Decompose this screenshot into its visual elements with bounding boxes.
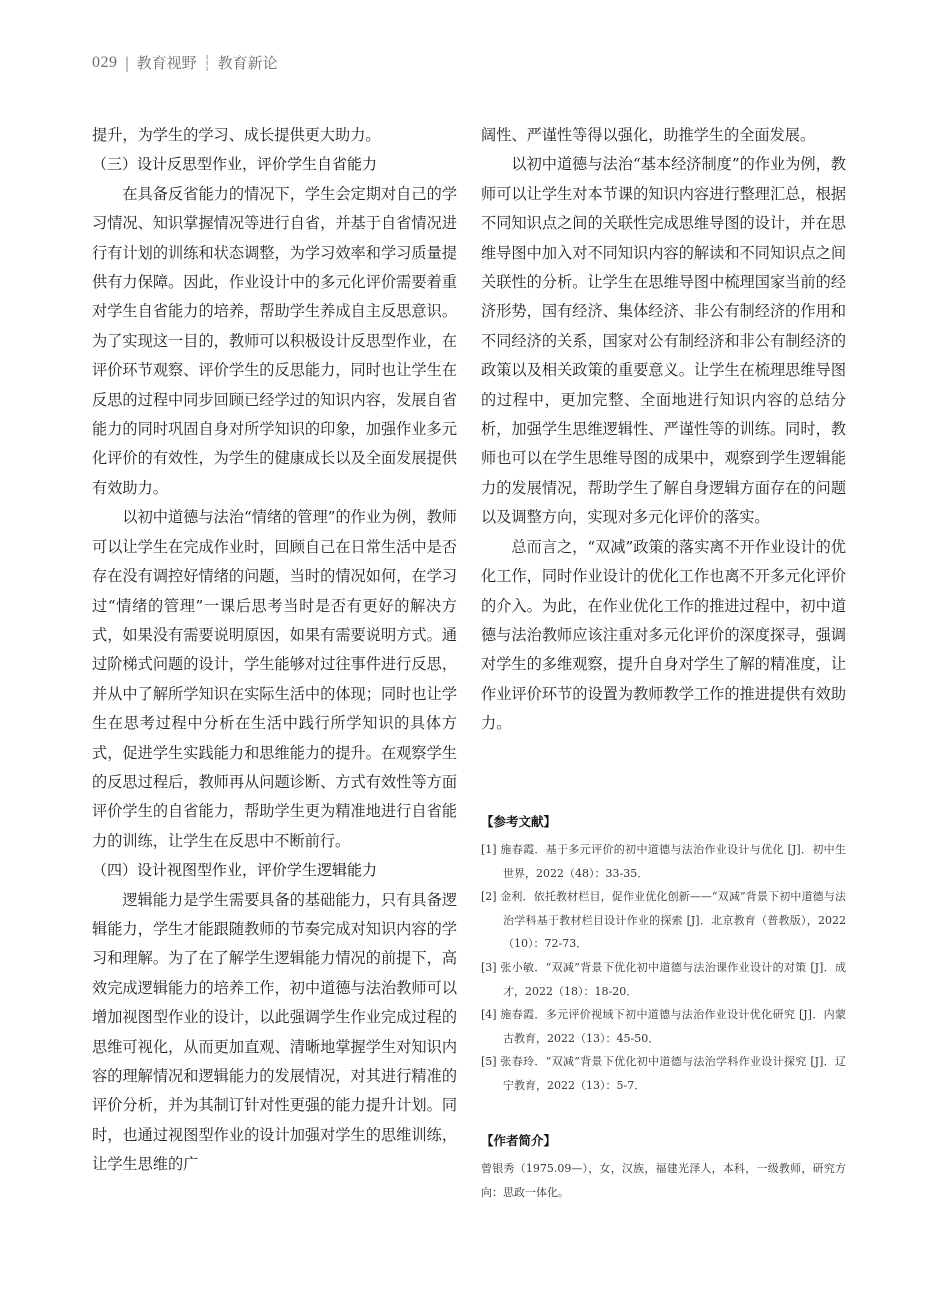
- paragraph-continued: 提升，为学生的学习、成长提供更大助力。: [92, 126, 381, 144]
- section-heading-4: （四）设计视图型作业，评价学生逻辑能力: [92, 861, 378, 880]
- reference-item: [1] 施春霞．基于多元评价的初中道德与法治作业设计与优化 [J]．初中生世界，2022（48）：33-35．: [481, 843, 846, 880]
- reference-item: [5] 张春玲．“双减”背景下优化初中道德与法治学科作业设计探究 [J]．辽宁教育，2022（13）：5-7．: [481, 1055, 846, 1092]
- references-section: [481, 812, 846, 1098]
- header-separator: |: [124, 53, 130, 72]
- section-name: 教育新论: [217, 54, 278, 72]
- running-header: [92, 52, 278, 73]
- column-name: 教育视野: [136, 54, 197, 72]
- paragraph: 在具备反省能力的情况下，学生会定期对自己的学习情况、知识掌握情况等进行自省，并基于自省情况进行有计划的训练和状态调整，为学习效率和学习质量提供有力保障。因此，作业设计中的多元化评价需要着重对学生自省能力的培养，帮助学生养成自主反思意识。为了实现这一目的，教师可以积极设计反思型作业，在评价环节观察、评价学生的反思能力，同时也让学生在反思的过程中同步回顾已经学过的知识内容，发展自省能力的同时巩固自身对所学知识的印象，加强作业多元化评价的有效性，为学生的健康成长以及全面发展提供有效助力。: [92, 184, 457, 497]
- references-title: 【参考文献】: [481, 814, 557, 829]
- paragraph: 总而言之，“双减”政策的落实离不开作业设计的优化工作，同时作业设计的优化工作也离不开多元化评价的介入。为此，在作业优化工作的推进过程中，初中道德与法治教师应该注重对多元化评价的深度探寻，强调对学生的多维观察，提升自身对学生了解的精准度，让作业评价环节的设置为教师教学工作的推进提供有效助力。: [481, 537, 846, 733]
- page-number: 029: [92, 53, 118, 71]
- paragraph-continued: 阔性、严谨性等得以强化，助推学生的全面发展。: [481, 126, 816, 144]
- left-column: [92, 121, 457, 1180]
- paragraph: 逻辑能力是学生需要具备的基础能力，只有具备逻辑能力，学生才能跟随教师的节奏完成对知识内容的学习和理解。为了在了解学生逻辑能力情况的前提下，高效完成逻辑能力的培养工作，初中道德与法治教师可以增加视图型作业的设计，以此强调学生作业完成过程的思维可视化，从而更加直观、清晰地掌握学生对知识内容的理解情况和逻辑能力的发展情况，对其进行精准的评价分析，并为其制订针对性更强的能力提升计划。同时，也通过视图型作业的设计加强对学生的思维训练，让学生思维的广: [92, 890, 457, 1174]
- paragraph: 以初中道德与法治“情绪的管理”的作业为例，教师可以让学生在完成作业时，回顾自己在日常生活中是否存在没有调控好情绪的问题，当时的情况如何，在学习过“情绪的管理”一课后思考当时是否有更好的解决方式，如果没有需要说明原因，如果有需要说明方式。通过阶梯式问题的设计，学生能够对过往事件进行反思，并从中了解所学知识在实际生活中的体现；同时也让学生在思考过程中分析在生活中践行所学知识的具体方式，促进学生实践能力和思维能力的提升。在观察学生的反思过程后，教师再从问题诊断、方式有效性等方面评价学生的自省能力，帮助学生更为精准地进行自省能力的训练，让学生在反思中不断前行。: [92, 508, 457, 850]
- reference-item: [3] 张小敏．“双减”背景下优化初中道德与法治课作业设计的对策 [J]．成才，2022（18）：18-20．: [481, 960, 846, 998]
- section-heading-3: （三）设计反思型作业，评价学生自省能力: [92, 155, 378, 174]
- header-dotted-separator: ┆: [202, 53, 212, 72]
- reference-item: [4] 施春霞．多元评价视域下初中道德与法治作业设计优化研究 [J]．内蒙古教育，2022（13）：45-50．: [481, 1008, 846, 1045]
- paragraph: 以初中道德与法治“基本经济制度”的作业为例，教师可以让学生对本节课的知识内容进行整理汇总，根据不同知识点之间的关联性完成思维导图的设计，并在思维导图中加入对不同知识内容的解读和不同知识点之间关联性的分析。让学生在思维导图中梳理国家当前的经济形势，国有经济、集体经济、非公有制经济的作用和不同经济的关系，国家对公有制经济和非公有制经济的政策以及相关政策的重要意义。让学生在梳理思维导图的过程中，更加完整、全面地进行知识内容的总结分析，加强学生思维逻辑性、严谨性等的训练。同时，教师也可以在学生思维导图的成果中，观察到学生逻辑能力的发展情况，帮助学生了解自身逻辑方面存在的问题以及调整方向，实现对多元化评价的落实。: [481, 155, 846, 527]
- author-bio: 曾银秀（1975.09—），女，汉族，福建光泽人，本科，一级教师，研究方向：思政一体化。: [481, 1162, 846, 1199]
- reference-item: [2] 金利．依托教材栏目，促作业优化创新——“双减”背景下初中道德与法治学科基于教材栏目设计作业的探索 [J]．北京教育（普教版），2022（10）：72-73．: [481, 890, 846, 951]
- right-column: [481, 121, 846, 739]
- author-title: 【作者简介】: [481, 1133, 557, 1148]
- author-section: [481, 1131, 846, 1205]
